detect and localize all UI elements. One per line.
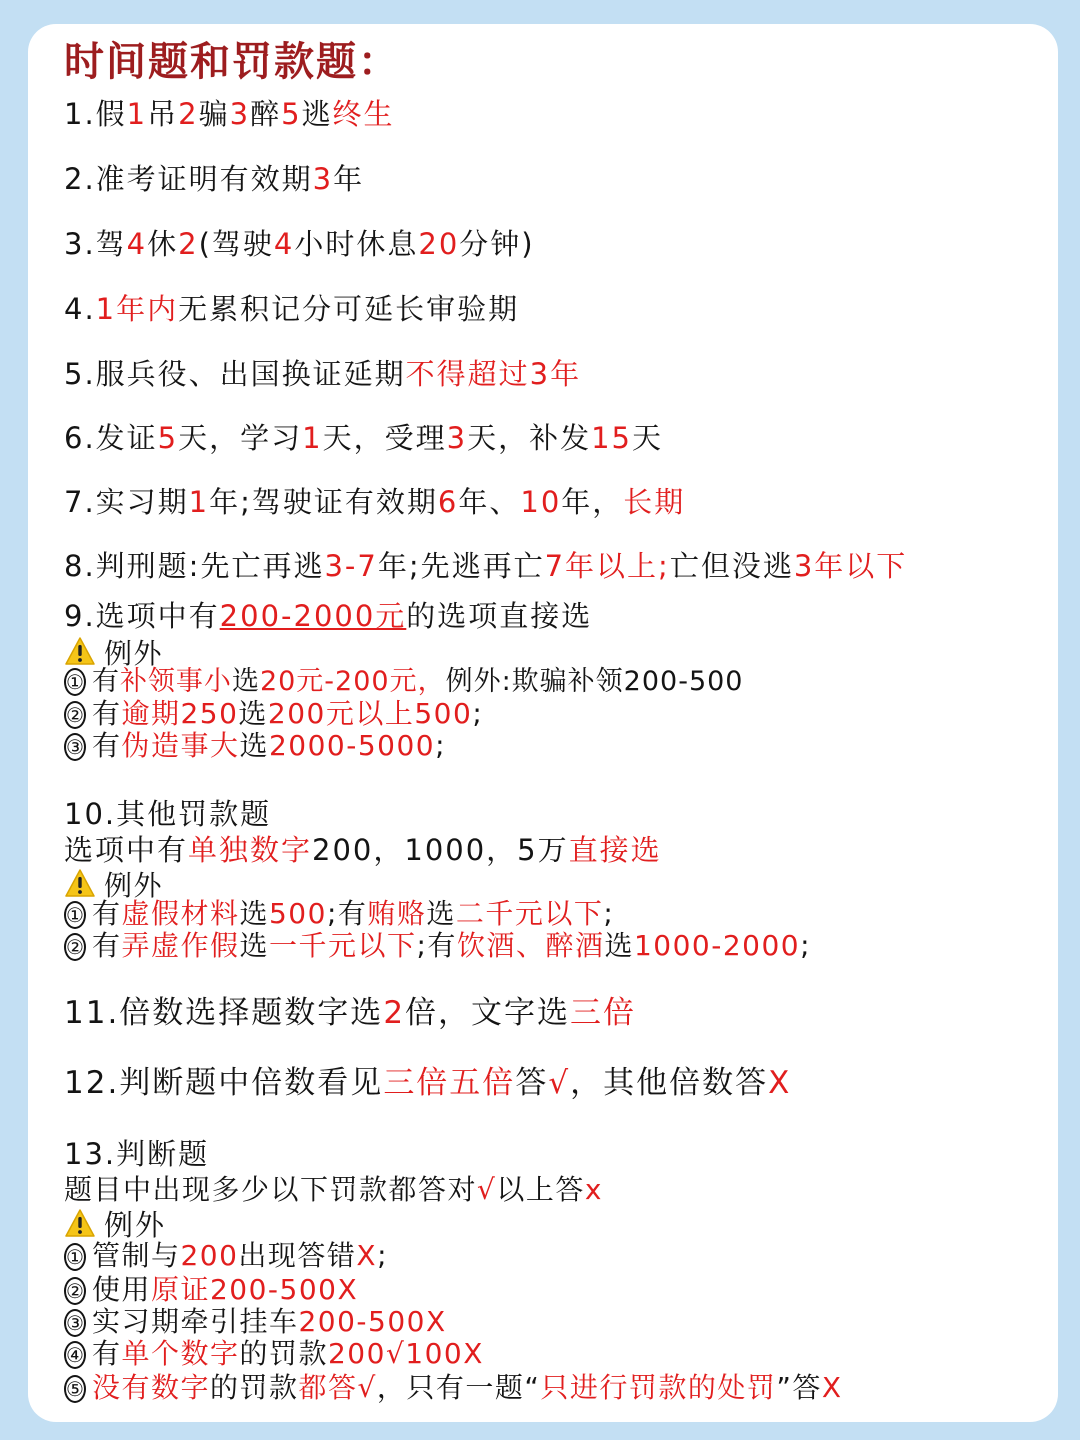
line-text: ; [603, 897, 615, 930]
highlight-text: 20元-200元， [259, 666, 446, 697]
circled-number: ① [66, 670, 84, 694]
highlight-text: 1年内 [95, 292, 179, 326]
highlight-text: 单个数字 [121, 1337, 240, 1370]
highlight-text: 10 [520, 485, 562, 519]
highlight-text: X [821, 1371, 843, 1404]
highlight-text: 补领事小 [119, 666, 232, 697]
line-text: 亡但没逃 [669, 549, 794, 583]
highlight-text: √ [357, 1371, 377, 1404]
line-text: ; [472, 697, 484, 730]
content-line [64, 1137, 210, 1171]
content-line [64, 1208, 166, 1240]
line-text: 分钟) [459, 227, 535, 261]
content-line [64, 599, 593, 633]
line-text: 答 [515, 1065, 549, 1101]
highlight-text: 贿赂 [367, 897, 427, 930]
line-text: 年、 [458, 485, 521, 519]
line-text: 12.判断题中倍数看见 [64, 1065, 384, 1101]
line-text: ; [800, 929, 812, 962]
highlight-text: 4 [126, 227, 148, 261]
highlight-text: 三倍五倍 [383, 1065, 516, 1101]
content-line [64, 549, 908, 583]
content-line [64, 421, 663, 455]
line-text: 小时休息 [294, 227, 419, 261]
circled-number: ⑤ [66, 1377, 84, 1401]
highlight-text: 200 [327, 1337, 386, 1370]
highlight-text: 5 [157, 421, 179, 455]
content-line [64, 833, 662, 867]
highlight-text: 200 [180, 1239, 239, 1272]
line-text: 逃 [301, 97, 333, 131]
line-text: 有 [91, 897, 122, 930]
line-text: 的罚款 [239, 1337, 328, 1370]
highlight-text: 20 [418, 227, 460, 261]
line-text: 9.选项中有 [64, 599, 220, 633]
line-text: 6.发证 [64, 421, 158, 455]
highlight-text: 单独数字 [188, 833, 313, 867]
highlight-text: 3 [446, 421, 468, 455]
highlight-text: 1 [126, 97, 148, 131]
line-text: 选 [239, 897, 269, 930]
line-text: ”答 [776, 1371, 822, 1404]
line-text: ，只有一题“ [376, 1371, 541, 1404]
line-text: 出现答错 [238, 1239, 357, 1272]
highlight-text: 200-2000元 [219, 599, 407, 633]
highlight-text: 终生 [332, 97, 395, 131]
line-text: 1.假 [64, 97, 127, 131]
highlight-text: 2 [178, 97, 199, 131]
line-text: 的选项直接选 [406, 599, 593, 633]
line-text: 天，受理 [322, 421, 447, 455]
line-text: 天，学习 [178, 421, 303, 455]
highlight-text: 5 [281, 97, 302, 131]
highlight-text: 没有数字 [91, 1371, 210, 1404]
content-line [64, 1337, 484, 1370]
line-text: 选 [238, 697, 268, 730]
line-text: ;有 [326, 897, 368, 930]
line-text: 有 [91, 729, 122, 762]
content-line [64, 227, 535, 261]
content-line [64, 97, 395, 131]
line-text: ，其他倍数答 [570, 1065, 769, 1101]
line-text: 的罚款 [209, 1371, 299, 1404]
content-line [64, 868, 163, 900]
highlight-text: 饮酒、醉酒 [456, 929, 605, 962]
circled-number: ④ [66, 1343, 84, 1367]
line-text: 选 [604, 929, 634, 962]
line-text: 使用 [91, 1273, 151, 1306]
line-text: 骗 [198, 97, 230, 131]
content-line [64, 1065, 792, 1101]
line-text: ;有 [416, 929, 457, 962]
line-text: 题目中出现多少以下罚款都答对 [64, 1173, 478, 1206]
line-text: 4. [64, 292, 96, 326]
content-line [64, 729, 447, 762]
content-line [64, 485, 686, 519]
highlight-text: 200元以上500 [267, 697, 473, 730]
line-text: (驾驶 [198, 227, 274, 261]
warning-icon [64, 1208, 96, 1238]
highlight-text: 3 [229, 97, 251, 131]
circled-number: ② [66, 703, 84, 727]
line-text: ; [377, 1239, 389, 1272]
highlight-text: 都答 [298, 1371, 358, 1404]
line-text: 有 [91, 929, 122, 962]
line-text: 天 [631, 421, 663, 455]
content-line [64, 1239, 389, 1272]
line-text: 选 [239, 929, 269, 962]
line-text: 吊 [147, 97, 179, 131]
content-line [64, 797, 272, 831]
line-text: 年 [333, 162, 365, 196]
highlight-text: 3 [312, 162, 334, 196]
line-text: 选 [231, 666, 260, 697]
line-text: 11.倍数选择题数字选 [64, 995, 384, 1031]
content-line [64, 668, 744, 696]
highlight-text: x [584, 1173, 603, 1206]
content-line [64, 292, 520, 326]
line-text: ; [435, 729, 447, 762]
line-text: 选项中有 [64, 833, 189, 867]
line-text: 例外:欺骗补领200-500 [445, 666, 744, 697]
highlight-text: 1000-2000 [633, 929, 801, 962]
highlight-text: X [356, 1239, 378, 1272]
line-text: 200，1000，5万 [312, 833, 569, 867]
highlight-text: 4 [273, 227, 295, 261]
line-text: 选 [239, 729, 269, 762]
circled-number: ③ [66, 735, 84, 759]
line-text: 以上答 [496, 1173, 585, 1206]
line-text: 倍，文字选 [405, 995, 571, 1031]
line-text: 3.驾 [64, 227, 127, 261]
line-text: 管制与 [91, 1239, 181, 1272]
content-line [64, 697, 484, 730]
highlight-text: 200-500X [298, 1305, 447, 1338]
content-line [64, 1371, 843, 1404]
highlight-text: 3年以下 [793, 549, 908, 583]
line-text: 休 [147, 227, 179, 261]
warning-icon [64, 636, 96, 666]
highlight-text: 原证200-500X [150, 1273, 359, 1306]
circled-number: ① [66, 1245, 84, 1269]
highlight-text: 3-7 [324, 549, 378, 583]
highlight-text: 逾期250 [121, 697, 239, 730]
highlight-text: 长期 [623, 485, 686, 519]
highlight-text: 弄虚作假 [121, 929, 240, 962]
highlight-text: 直接选 [568, 833, 662, 867]
highlight-text: 15 [591, 421, 632, 455]
highlight-text: 2 [178, 227, 199, 261]
line-text: 2.准考证明有效期 [64, 162, 313, 196]
line-text: 例外 [104, 637, 164, 670]
line-text: 无累积记分可延长审验期 [178, 292, 520, 326]
page-title: 时间题和罚款题： [64, 38, 400, 85]
content-line [64, 897, 615, 930]
highlight-text: 一千元以下 [268, 929, 417, 962]
line-text: 有 [91, 1337, 122, 1370]
highlight-text: 1 [302, 421, 323, 455]
line-text: 年， [561, 485, 624, 519]
line-text: 有 [91, 666, 120, 697]
line-text: 10.其他罚款题 [64, 797, 272, 831]
highlight-text: X [768, 1065, 792, 1101]
highlight-text: 二千元以下 [455, 897, 604, 930]
line-text: 8.判刑题:先亡再逃 [64, 549, 325, 583]
content-line [64, 357, 582, 391]
content-line [64, 636, 163, 668]
circled-number: ③ [66, 1311, 84, 1335]
highlight-text: 2 [383, 995, 406, 1031]
line-text: 7.实习期 [64, 485, 189, 519]
highlight-text: √ [385, 1337, 406, 1370]
highlight-text: 不得超过3年 [405, 357, 582, 391]
highlight-text: 7年以上; [544, 549, 670, 583]
line-text: 年;先逃再亡 [377, 549, 545, 583]
line-text: 年;驾驶证有效期 [209, 485, 438, 519]
highlight-text: 虚假材料 [121, 897, 240, 930]
line-text: 有 [91, 697, 122, 730]
content-line [64, 1173, 603, 1206]
line-text: 选 [426, 897, 456, 930]
content-line [64, 1273, 359, 1306]
highlight-text: 1 [188, 485, 210, 519]
line-text: 5.服兵役、出国换证延期 [64, 357, 406, 391]
circled-number: ② [66, 1279, 84, 1303]
content-line [64, 929, 812, 962]
highlight-text: 500 [268, 897, 327, 930]
highlight-text: √ [548, 1065, 571, 1101]
circled-number: ② [66, 935, 84, 959]
line-text: 例外 [104, 1208, 167, 1242]
content-line [64, 1305, 447, 1338]
highlight-text: 2000-5000 [268, 729, 436, 762]
highlight-text: 只进行罚款的处罚 [540, 1371, 777, 1404]
line-text: 13.判断题 [64, 1137, 210, 1171]
content-line [64, 162, 365, 196]
content-line [64, 995, 637, 1031]
line-text: 实习期牵引挂车 [91, 1305, 299, 1338]
line-text: 醉 [250, 97, 282, 131]
highlight-text: 6 [437, 485, 459, 519]
line-text: 例外 [104, 869, 164, 902]
line-text: 天，补发 [467, 421, 592, 455]
highlight-text: 三倍 [570, 995, 637, 1031]
highlight-text: 100X [405, 1337, 484, 1370]
warning-icon [64, 868, 96, 898]
highlight-text: √ [477, 1173, 497, 1206]
highlight-text: 伪造事大 [121, 729, 240, 762]
circled-number: ① [66, 903, 84, 927]
